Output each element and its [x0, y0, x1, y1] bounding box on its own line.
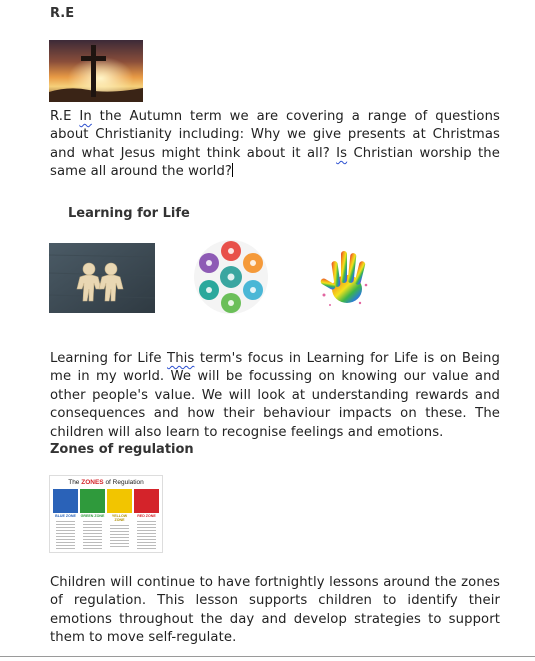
zone-blue [53, 489, 78, 549]
zones-title-pre: The [68, 479, 82, 486]
zone-yellow [107, 489, 132, 549]
learning-paragraph [50, 350, 500, 442]
zones-columns [53, 489, 159, 549]
zones-chart-image [49, 475, 163, 553]
zone-green [80, 489, 105, 549]
zone-red [134, 489, 159, 549]
zone-red-notes [137, 519, 156, 549]
learning-heading: Learning for Life [68, 206, 190, 221]
learning-text-body: term's focus in Learning for Life is on Being me in my world. We will be focussing on knowing our value and other people's value. We will look at understanding rewards and consequences and how their behaviour impacts on these. The children will also learn to recognise feelings and emotions. [50, 351, 500, 440]
page-bottom-border [0, 656, 535, 657]
zone-red-face-block [134, 489, 159, 513]
emotions-wheel-image [192, 238, 270, 316]
paper-people-graphic [49, 243, 155, 313]
cross-sunset-graphic [49, 40, 143, 102]
spelling-flag-in: In [79, 109, 92, 124]
zone-blue-face-block [53, 489, 78, 513]
text-cursor [232, 163, 233, 177]
zone-yellow-label: YELLOW ZONE [111, 514, 128, 522]
zones-paragraph: Children will continue to have fortnightly lessons around the zones of regulation. This lesson supports children to identify their emotions throughout the day and develop strategies to support them to move self-regulate. [50, 575, 500, 646]
zone-yellow-notes [110, 523, 129, 549]
zone-green-label: GREEN ZONE [80, 514, 105, 518]
zone-green-notes [83, 519, 102, 549]
emotions-wheel-graphic [192, 238, 270, 316]
page-title: R.E [50, 6, 75, 21]
rainbow-hand-image [314, 245, 376, 311]
zones-title-post: of Regulation [103, 479, 144, 486]
zone-blue-notes [56, 519, 75, 549]
zone-green-face-block [80, 489, 105, 513]
re-paragraph [50, 108, 500, 182]
spelling-flag-is: Is [336, 145, 348, 161]
learning-text-lead: Learning for Life [50, 351, 168, 366]
rainbow-hand-graphic [314, 245, 376, 311]
zones-title-brand: ZONES [81, 479, 104, 486]
zone-blue-label: BLUE ZONE [55, 514, 76, 518]
zone-yellow-face-block [107, 489, 132, 513]
zones-chart-title [50, 479, 162, 486]
cross-sunset-image [49, 40, 143, 102]
zone-red-label: RED ZONE [137, 514, 156, 518]
spelling-flag-this: This [167, 351, 195, 366]
re-text-body-1: the Autumn term we are covering a range of questions about Christianity including: Why we give presents at Christmas and what Jesus might think about it all? [50, 109, 500, 161]
re-text-body-2: Christian worship the same all around the world? [50, 145, 500, 180]
paper-people-image [49, 243, 155, 313]
zones-heading: Zones of regulation [50, 442, 194, 457]
re-text-lead: R.E [50, 109, 80, 124]
